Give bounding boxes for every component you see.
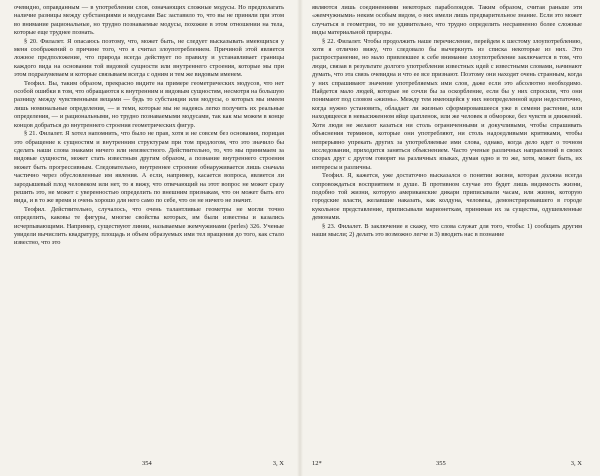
right-paragraph-3: Теофил. Я, кажется, уже достаточно высказался о понятии жизни, которая должна всегда сопровождаться восприятием в душе. В противном случае это будет лишь видимость жизни, подобно той жизни, которую американские дикари приписывали часам, или жизни, которую городские власти, желавшие наказать, как колдуна, человека, демонстрировавшего в городе кукольное представление, приписывали марионеткам, принимая их за существа, одушевленные демонами.	[312, 172, 582, 222]
left-paragraph-5: Теофил. Действительно, случалось, что очень талантливые геометры не могли точно определить, каковы те фигуры, многие свойства которых, им были известны и казались исчерпывающими. Например, существуют линии, называемые жемчужинами (perles) 326. Ученые увидели вычислить квадратуру, площадь и объем образуемых ими тел вращения до того, как стало известно, что это	[14, 205, 284, 247]
left-paragraph-1: очевидно, оправданным — в употреблении слов, означающих сложные модусы. Но предполагать наличие разницы между субстанциями и модусами Вас заставило то, что вы не приняли при этом во внимание рациональные, но трудно познаваемые модусы, похожие в этом отношении на тела, которые еще труднее познать.	[14, 4, 284, 37]
right-paragraph-2: § 22. Филалет. Чтобы продолжить наше перечисление, перейдем к шестому злоупотреблению, хотя я отлично вижу, что следовало бы вычеркнуть из списка некоторые из них. Это распространение, но мало привлекшее к себе внимание злоупотребление заключается в том, что люди, связав в результате долгого употребления известных идей с известными словами, начинают думать, что эта связь очевидна и что ее все признают. Поэтому они находят очень странным, когда у них спрашивают значение употребляемых ими слов, даже если это абсолютно необходимо. Найдется мало людей, которые не сочли бы за оскорбление, если бы у них спросили, что они понимают под словом «жизнь». Между тем имеющейся у них неопределенной идеи недостаточно, когда нужно установить, обладает ли жизнью сформировавшееся уже в семени растение, или находящееся в невысиженном яйце цыпленок, или же человек в обмороке, без чувств и движений. Хотя люди не желают казаться ни столь ограниченными и докучливыми, чтобы спрашивать объяснения терминов, которые они употребляют, ни столь надоедливыми критиками, чтобы непрерывно упрекать других за употребляемые ими слова, однако, когда дело идет о точном исследовании, приходится заняться объяснением. Часто ученые различных направлений в своих спорах друг с другом говорят на различных языках, думая одно и то же, хотя, может быть, их интересы и различны.	[312, 37, 582, 171]
right-section-mark: 3, X	[570, 460, 582, 467]
left-paragraph-2: § 20. Филалет. Я опасаюсь поэтому, что, может быть, не следует высказывать имеющихся у меня соображений о причине того, что я считал злоупотреблением. Причиной этой является ложное предположение, что природа всегда действует по правилу и устанавливает границы каждого вида на основании той видовой сущности или внутреннего строения, которые мы при этом подразумеваем и которые связываем всегда с одним и тем же видовым именем.	[14, 37, 284, 79]
book-gutter	[297, 0, 303, 476]
right-page	[312, 4, 582, 472]
signature-mark: 12*	[312, 460, 322, 467]
left-paragraph-4: § 21. Филалет. Я хотел напомнить, что было не прав, хотя и не совсем без основания, порицая это обращение к сущностям и внутренним структурам при том предлогом, что это значило бы сделать наши слова знаками ничего или неизвестного. Действительно, то, что мы принимаем за видовые сущности, может стать известным другим образом, а познание внутреннего строения может быть прогрессивным. Следовательно, внутреннее строение обнаруживается лишь сначала частично через обусловленные им явления. А если, например, касается вопроса, является ли зародышевый плод человеком или нет, то я вижу, что отвечающий на этот вопрос не может сразу решить это, не может с уверенностью определить по внешним признакам, что он может быть его вида, и в то же время и очень хорошо для него само по себе, что он не ничего не значит.	[14, 130, 284, 205]
right-paragraph-1: являются лишь соединениями некоторых параболоидов. Таким образом, считая раньше эти «жемчужными» неким особым видом, о них имели лишь предварительное знание. Если это может случаться в геометрии, то не удивительно, что трудно определить несравненно более сложные виды материальной природы.	[312, 4, 582, 37]
left-page-number: 354	[142, 460, 152, 467]
left-paragraph-3: Теофил. Вы, таким образом, прекрасно видите на примере геометрических модусов, что нет особой ошибки в том, что обращаются к внутренним и видовым сущностям, несмотря на большую разницу между чувственными вещами — будь то субстанции или модусы, о которых мы имеем лишь номинальные определения, — и теми, которые мы не надеясь легко получить их реальные определения, — и рациональными, но трудно познаваемыми модусами, так как мы можем в конце концов добраться до внутреннего строения геометрических фигур.	[14, 79, 284, 129]
left-page	[14, 4, 284, 472]
right-page-footer	[312, 460, 582, 470]
left-section-mark: 3, X	[272, 460, 284, 467]
left-page-footer	[14, 460, 284, 470]
right-paragraph-4: § 23. Филалет. В заключение я скажу, что слова служат для того, чтобы: 1) сообщать другим наши мысли; 2) делать это возможно легче и 3) вводить нас в познание	[312, 222, 582, 238]
right-page-number: 355	[436, 460, 446, 467]
